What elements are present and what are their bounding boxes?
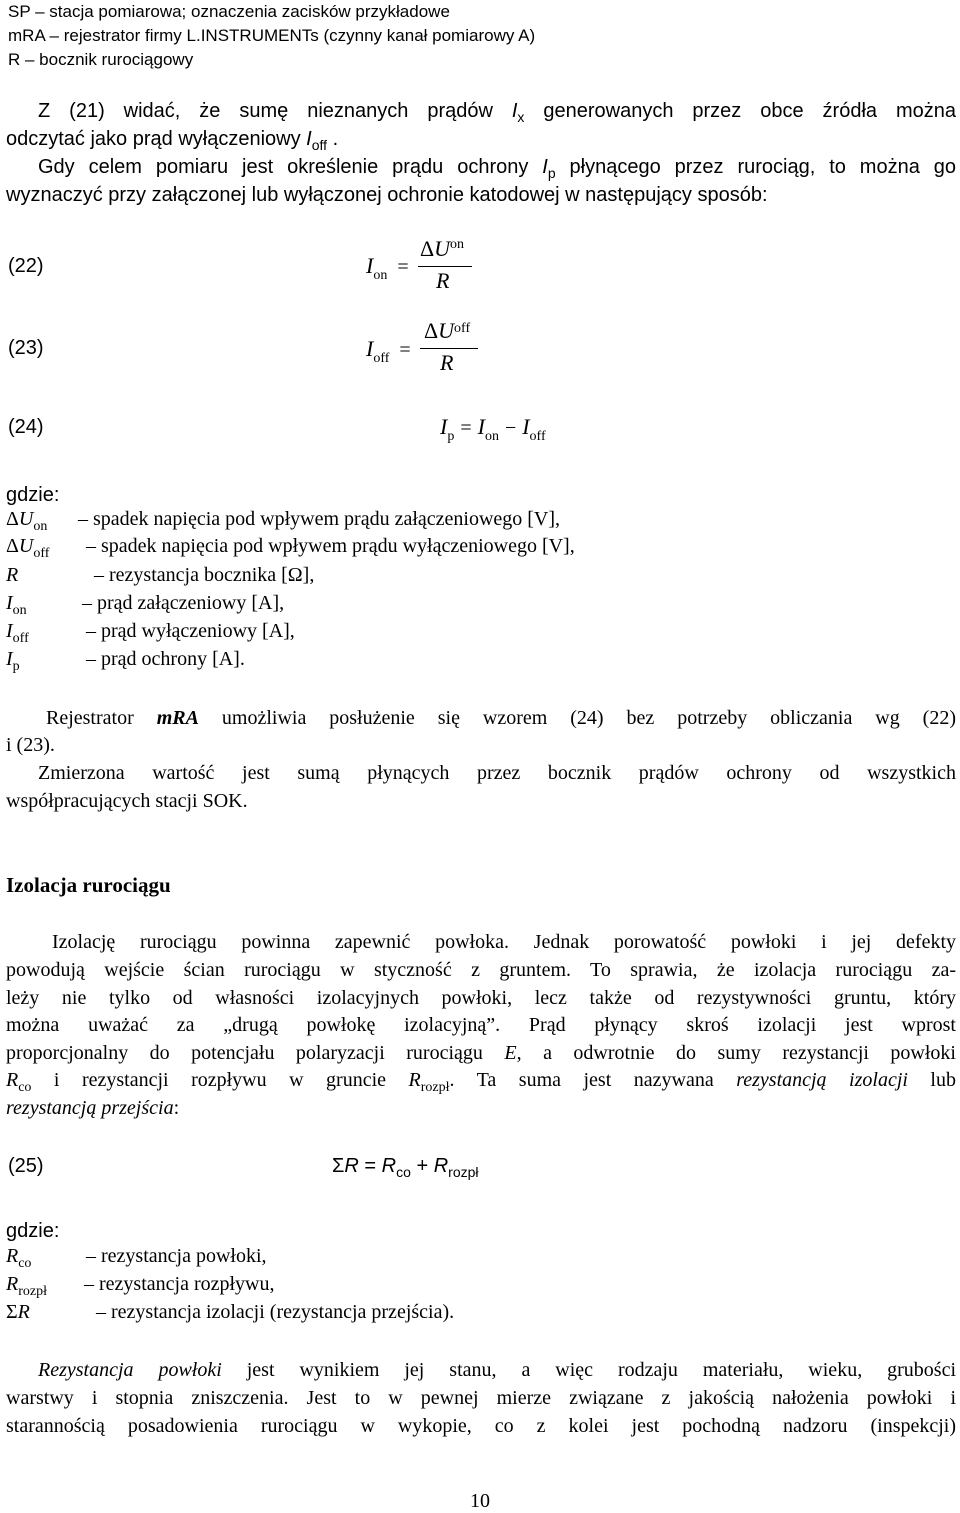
intro-text: generowanych przez obce źródła można <box>524 100 956 122</box>
definition-text: – spadek napięcia pod wpływem prądu wyłączeniowego [V], <box>86 535 575 557</box>
equation-25 <box>332 1155 479 1178</box>
symbol-I: I <box>6 620 13 642</box>
subscript: rozpł <box>448 1164 479 1180</box>
body-text: umożliwia posłużenie się wzorem (24) bez potrzeby obliczania wg (22) <box>198 707 956 729</box>
subscript: on <box>33 519 48 534</box>
symbol-R: R <box>381 1155 397 1177</box>
symbol-U: U <box>434 236 451 261</box>
symbol-U: U <box>438 318 455 343</box>
body-text: współpracujących stacji SOK. <box>6 790 248 812</box>
symbol-U: U <box>18 535 34 557</box>
section-paragraph <box>6 957 956 1122</box>
plus-sign: + <box>416 1155 429 1177</box>
subscript: on <box>484 429 499 444</box>
subscript: on <box>450 237 465 252</box>
subscript: rozpł <box>420 1080 450 1095</box>
subscript: p <box>547 165 556 181</box>
subscript: off <box>454 321 471 336</box>
subscript: x <box>517 109 525 125</box>
body-text: , a odwrotnie do sumy rezystancji powłoki <box>516 1041 956 1064</box>
body-text: leży nie tylko od własności izolacyjnych powłoki, lecz także od rezystywności gruntu, który <box>6 986 956 1009</box>
definition-row <box>6 564 314 587</box>
where-label: gdzie: <box>6 484 60 506</box>
definition-row <box>6 508 561 534</box>
subscript: co <box>396 1164 411 1180</box>
symbol-I: I <box>6 592 13 614</box>
symbol-R: R <box>6 1245 19 1267</box>
where-label: gdzie: <box>6 1220 60 1242</box>
definition-text: – prąd załączeniowy [A], <box>82 592 285 614</box>
equation-number-25: (25) <box>8 1155 44 1177</box>
subscript: rozpł <box>18 1284 47 1299</box>
body-text: można uważać za „drugą powłokę izolacyjną”. Prąd płynący skroś izolacji jest wprost <box>6 1014 956 1036</box>
symbol-R: R <box>344 1155 359 1177</box>
subscript: off <box>373 351 390 366</box>
body-text: Zmierzona wartość jest sumą płynących przez bocznik prądów ochrony od wszystkich <box>38 762 956 784</box>
header-line-1: SP – stacja pomiarowa; oznaczenia zacisków przykładowe <box>8 2 450 21</box>
denominator-23: R <box>440 350 454 375</box>
subscript: on <box>373 268 388 283</box>
definition-text: – prąd wyłączeniowy [A], <box>86 620 295 642</box>
page-number: 10 <box>470 1490 490 1512</box>
device-name: mRA <box>156 707 199 729</box>
final-paragraph <box>6 1385 956 1440</box>
numerator-22 <box>420 236 464 262</box>
section-heading: Izolacja rurociągu <box>6 873 171 897</box>
symbol-R: R <box>6 564 19 586</box>
delta-symbol: Δ <box>424 318 439 343</box>
equals-sign: = <box>460 417 472 439</box>
symbol-R: R <box>6 1273 19 1295</box>
sigma-symbol: Σ <box>6 1301 18 1323</box>
rejestrator-paragraph <box>46 705 956 733</box>
symbol-I: I <box>511 100 518 122</box>
definition-text: – spadek napięcia pod wpływem prądu załączeniowego [V], <box>78 508 561 530</box>
symbol-I: I <box>542 156 548 178</box>
symbol-I: I <box>440 414 448 439</box>
subscript: off <box>33 546 50 561</box>
symbol-I: I <box>522 414 530 439</box>
body-text: warstwy i stopnia zniszczenia. Jest to w pewnej mierze związane z jakością nałożenia powłoki i <box>6 1387 956 1409</box>
intro-paragraph-cont <box>6 126 956 154</box>
definition-text: – rezystancja powłoki, <box>86 1245 267 1267</box>
body-text: i (23). <box>6 734 55 756</box>
equation-number-23: (23) <box>8 337 44 359</box>
symbol-I: I <box>366 253 374 278</box>
body-text: Izolację rurociągu powinna zapewnić powłoka. Jednak porowatość powłoki i jej defekty <box>52 931 956 953</box>
rejestrator-paragraph-2 <box>38 760 956 788</box>
definition-row <box>6 1301 454 1324</box>
symbol-I: I <box>366 336 374 361</box>
equals-sign: = <box>399 339 411 361</box>
definition-text: – rezystancja izolacji (rezystancja przejścia). <box>96 1301 455 1323</box>
symbol-I: I <box>477 414 485 439</box>
intro-text: odczytać jako prąd wyłączeniowy <box>6 128 307 150</box>
delta-symbol: Δ <box>420 236 435 261</box>
intro-text: Gdy celem pomiaru jest określenie prądu ochrony <box>38 156 543 178</box>
definition-text: – rezystancja rozpływu, <box>84 1273 275 1295</box>
intro-text: płynącego przez rurociąg, to można go <box>555 156 956 178</box>
body-text: lub <box>907 1069 956 1091</box>
symbol-I: I <box>306 128 312 150</box>
body-text: Rejestrator <box>46 707 157 729</box>
subscript: p <box>12 659 20 674</box>
subscript: p <box>447 429 455 444</box>
symbol-R: R <box>408 1069 421 1091</box>
subscript: off <box>12 631 29 646</box>
equals-sign: = <box>364 1155 377 1177</box>
equation-number-24: (24) <box>8 416 44 438</box>
subscript: off <box>311 137 328 153</box>
emphasis-text: Rezystancja powłoki <box>38 1359 222 1381</box>
subscript: off <box>529 429 546 444</box>
definition-row <box>6 648 245 674</box>
rejestrator-paragraph-2-cont <box>6 788 956 816</box>
intro-text: Z (21) widać, że sumę nieznanych prądów <box>38 100 512 122</box>
definition-row <box>6 620 295 646</box>
section-paragraph-first <box>52 929 956 957</box>
symbol-R: R <box>17 1301 30 1323</box>
intro-paragraph-2 <box>38 154 956 182</box>
definition-row <box>6 1245 267 1271</box>
sigma-symbol: Σ <box>332 1155 345 1177</box>
delta-symbol: Δ <box>6 508 19 530</box>
symbol-E: E <box>504 1041 517 1064</box>
definition-row <box>6 1273 275 1299</box>
body-text: i rezystancji rozpływu w gruncie <box>31 1069 409 1091</box>
minus-sign: − <box>504 417 517 439</box>
body-text: starannością posadowienia rurociągu w wykopie, co z kolei jest pochodną nadzoru (inspekcji) <box>6 1414 956 1437</box>
emphasis-text: rezystancją izolacji <box>736 1069 908 1091</box>
definition-row <box>6 592 285 618</box>
equation-number-22: (22) <box>8 255 44 277</box>
body-text: : <box>173 1096 180 1119</box>
equation-22 <box>366 253 409 283</box>
equation-24 <box>440 414 546 444</box>
equals-sign: = <box>397 256 409 278</box>
delta-symbol: Δ <box>6 535 19 557</box>
definition-text: – prąd ochrony [A]. <box>86 648 245 670</box>
intro-paragraph-2-cont <box>6 182 956 210</box>
symbol-R: R <box>6 1069 19 1091</box>
equation-23 <box>366 336 411 366</box>
numerator-23 <box>424 318 470 344</box>
subscript: on <box>12 603 27 618</box>
symbol-R: R <box>433 1155 449 1177</box>
body-text: powodują wejście ścian rurociągu w styczność z gruntem. To sprawia, że izolacja rurociągu za- <box>6 959 956 981</box>
body-text: proporcjonalny do potencjału polaryzacji rurociągu <box>6 1041 505 1064</box>
symbol-I: I <box>6 648 13 670</box>
rejestrator-paragraph-cont <box>6 732 956 760</box>
body-text: jest wynikiem jej stanu, a więc rodzaju materiału, wieku, grubości <box>221 1359 957 1381</box>
definition-row <box>6 535 575 561</box>
symbol-U: U <box>18 508 34 530</box>
denominator-22: R <box>436 268 450 293</box>
intro-text: wyznaczyć przy załączonej lub wyłączonej ochronie katodowej w następujący sposób: <box>6 184 768 206</box>
header-line-2: mRA – rejestrator firmy L.INSTRUMENTs (czynny kanał pomiarowy A) <box>8 26 536 45</box>
subscript: co <box>18 1080 32 1095</box>
intro-paragraph <box>38 98 956 126</box>
header-line-3: R – bocznik rurociągowy <box>8 50 194 69</box>
subscript: co <box>18 1256 32 1271</box>
intro-text: . <box>327 128 339 150</box>
emphasis-text: rezystancją przejścia <box>6 1096 174 1119</box>
fraction-bar-23 <box>420 348 478 349</box>
fraction-bar-22 <box>418 266 472 267</box>
body-text: . Ta suma jest nazywana <box>449 1069 737 1091</box>
final-paragraph-first <box>38 1357 956 1385</box>
definition-text: – rezystancja bocznika [Ω], <box>94 564 315 586</box>
